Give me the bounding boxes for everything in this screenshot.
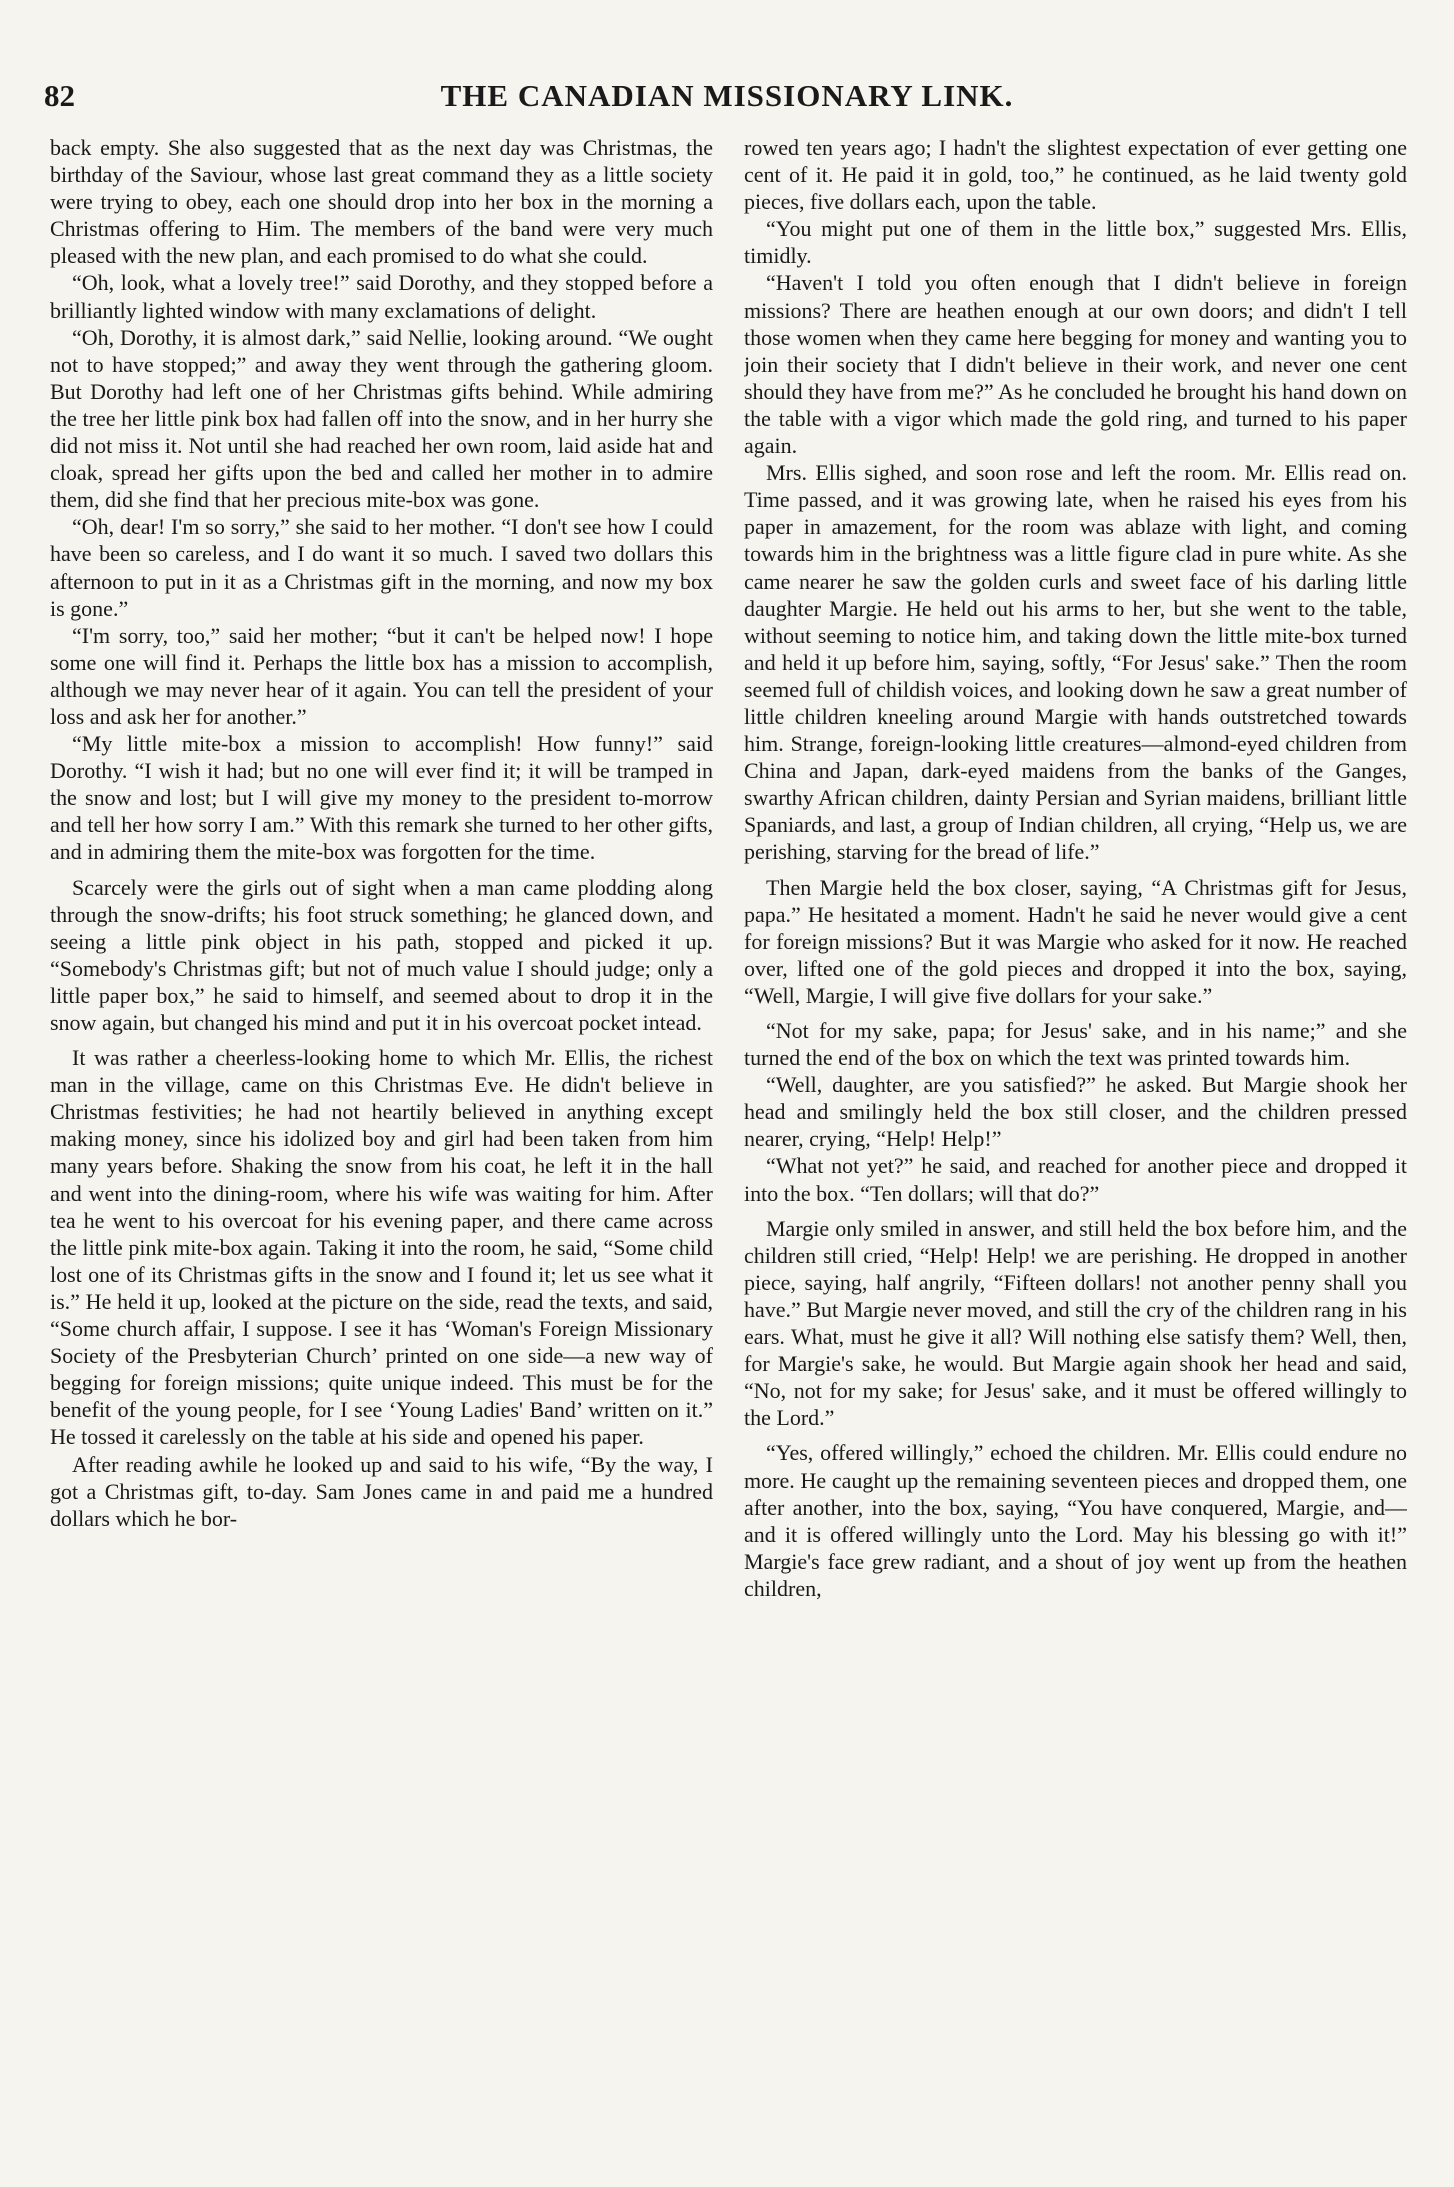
paragraph: Margie only smiled in answer, and still held the box before him, and the children still cried, “Help! Help! we are perishing. He dropped in another piece, saying, half angrily, “Fifteen dollars! not another penny shall you have.” But Margie never moved, and still the cry of the children rang in his ears. What, must he give it all? Will nothing else satisfy them? Well, then, for Margie's sake, he would. But Margie again shook her head and said, “No, not for my sake; for Jesus' sake, and it must be offered willingly to the Lord.” [744, 1215, 1407, 1431]
paragraph: back empty. She also suggested that as the next day was Christmas, the birthday of the Saviour, whose last great command they as a little society were trying to obey, each one should drop into her box in the morning a Christmas offering to Him. The members of the band were very much pleased with the new plan, and each promised to do what she could. [50, 135, 713, 269]
paragraph: “Oh, dear! I'm so sorry,” she said to her mother. “I don't see how I could have been so careless, and I do want it so much. I saved two dollars this afternoon to put in it as a Christmas gift in the morning, and now my box is gone.” [50, 514, 713, 621]
paragraph: “Well, daughter, are you satisfied?” he asked. But Margie shook her head and smilingly held the box still closer, and the children pressed nearer, crying, “Help! Help!” [744, 1072, 1407, 1152]
paragraph: “Oh, Dorothy, it is almost dark,” said Nellie, looking around. “We ought not to have stopped;” and away they went through the gathering gloom. But Dorothy had left one of her Christmas gifts behind. While admiring the tree her little pink box had fallen off into the snow, and in her hurry she did not miss it. Not until she had reached her own room, laid aside hat and cloak, spread her gifts upon the bed and called her mother in to admire them, did she find that her precious mite-box was gone. [50, 324, 713, 513]
page-number: 82 [44, 78, 75, 113]
paragraph: rowed ten years ago; I hadn't the slightest expectation of ever getting one cent of it. He paid it in gold, too,” he continued, as he laid twenty gold pieces, five dollars each, upon the table. [744, 135, 1407, 215]
text-columns [50, 134, 1407, 2164]
left-column [50, 134, 713, 2164]
paragraph: Then Margie held the box closer, saying, “A Christmas gift for Jesus, papa.” He hesitated a moment. Hadn't he said he never would give a cent for foreign missions? But it was Margie who asked for it now. He reached over, lifted one of the gold pieces and dropped it into the box, saying, “Well, Margie, I will give five dollars for your sake.” [744, 874, 1407, 1008]
page-header [44, 78, 1410, 118]
paragraph: “Haven't I told you often enough that I didn't believe in foreign missions? There are heathen enough at our own doors; and didn't I tell those women when they came here begging for money and wanting you to join their society that I didn't believe in their work, and never one cent should they have from me?” As he concluded he brought his hand down on the table with a vigor which made the gold ring, and turned to his paper again. [744, 270, 1407, 459]
paragraph: “You might put one of them in the little box,” suggested Mrs. Ellis, timidly. [744, 216, 1407, 269]
paragraph: “What not yet?” he said, and reached for another piece and dropped it into the box. “Ten dollars; will that do?” [744, 1153, 1407, 1206]
paragraph: “I'm sorry, too,” said her mother; “but it can't be helped now! I hope some one will find it. Perhaps the little box has a mission to accomplish, although we may never hear of it again. You can tell the president of your loss and ask her for another.” [50, 622, 713, 729]
paragraph: After reading awhile he looked up and said to his wife, “By the way, I got a Christmas gift, to-day. Sam Jones came in and paid me a hundred dollars which he bor- [50, 1451, 713, 1531]
paragraph: Scarcely were the girls out of sight when a man came plodding along through the snow-drifts; his foot struck something; he glanced down, and seeing a little pink object in his path, stopped and picked it up. “Somebody's Christmas gift; but not of much value I should judge; only a little paper box,” he said to himself, and seemed about to drop it in the snow again, but changed his mind and put it in his overcoat pocket intead. [50, 874, 713, 1035]
paragraph: “Oh, look, what a lovely tree!” said Dorothy, and they stopped before a brilliantly lighted window with many exclamations of delight. [50, 270, 713, 323]
right-column [744, 134, 1407, 2164]
paragraph: “Yes, offered willingly,” echoed the children. Mr. Ellis could endure no more. He caught up the remaining seventeen pieces and dropped them, one after another, into the box, saying, “You have conquered, Margie, and—and it is offered willingly unto the Lord. May his blessing go with it!” Margie's face grew radiant, and a shout of joy went up from the heathen children, [744, 1440, 1407, 1601]
paragraph: It was rather a cheerless-looking home to which Mr. Ellis, the richest man in the village, came on this Christmas Eve. He didn't believe in Christmas festivities; he had not heartily believed in anything except making money, since his idolized boy and girl had been taken from him many years before. Shaking the snow from his coat, he left it in the hall and went into the dining-room, where his wife was waiting for him. After tea he went to his overcoat for his evening paper, and there came across the little pink mite-box again. Taking it into the room, he said, “Some child lost one of its Christmas gifts in the snow and I found it; let us see what it is.” He held it up, looked at the picture on the side, read the texts, and said, “Some church affair, I suppose. I see it has ‘Woman's Foreign Missionary Society of the Presbyterian Church’ printed on one side—a new way of begging for foreign missions; quite unique indeed. This must be for the benefit of the young people, for I see ‘Young Ladies' Band’ written on it.” He tossed it carelessly on the table at his side and opened his paper. [50, 1045, 713, 1450]
paragraph: Mrs. Ellis sighed, and soon rose and left the room. Mr. Ellis read on. Time passed, and it was growing late, when he raised his eyes from his paper in amazement, for the room was ablaze with light, and coming towards him in the brightness was a little figure clad in pure white. As she came nearer he saw the golden curls and sweet face of his darling little daughter Margie. He held out his arms to her, but she went to the table, without seeming to notice him, and taking down the little mite-box turned and held it up before him, saying, softly, “For Jesus' sake.” Then the room seemed full of childish voices, and looking down he saw a great number of little children kneeling around Margie with hands outstretched towards him. Strange, foreign-looking little creatures—almond-eyed children from China and Japan, dark-eyed maidens from the banks of the Ganges, swarthy African children, dainty Persian and Syrian maidens, brilliant little Spaniards, and last, a group of Indian children, all crying, “Help us, we are perishing, starving for the bread of life.” [744, 460, 1407, 865]
running-title: THE CANADIAN MISSIONARY LINK. [440, 78, 1014, 113]
paragraph: “My little mite-box a mission to accomplish! How funny!” said Dorothy. “I wish it had; but no one will ever find it; it will be tramped in the snow and lost; but I will give my money to the president to-morrow and tell her how sorry I am.” With this remark she turned to her other gifts, and in admiring them the mite-box was forgotten for the time. [50, 731, 713, 865]
paragraph: “Not for my sake, papa; for Jesus' sake, and in his name;” and she turned the end of the box on which the text was printed towards him. [744, 1018, 1407, 1071]
